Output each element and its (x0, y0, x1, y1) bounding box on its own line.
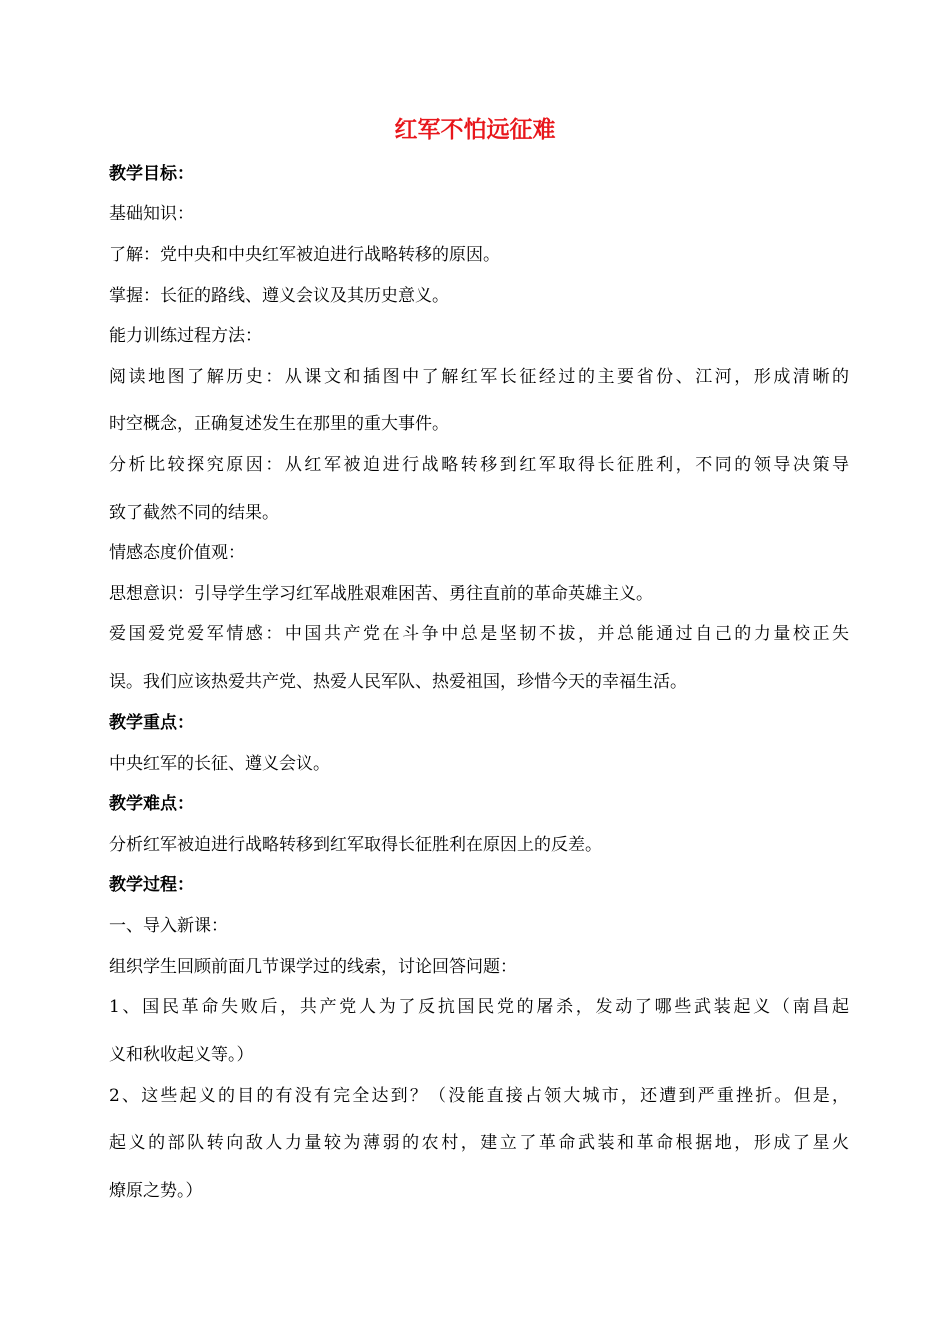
paragraph-line: 时空概念，正确复述发生在那里的重大事件。 (109, 414, 449, 434)
section-heading-objectives: 教学目标： (109, 164, 194, 184)
paragraph-line: 爱国爱党爱军情感：中国共产党在斗争中总是坚韧不拔，并总能通过自己的力量校正失 (109, 624, 849, 644)
paragraph-line: 一、导入新课： (109, 916, 228, 936)
paragraph-line: 情感态度价值观： (109, 543, 245, 563)
paragraph-line: 中央红军的长征、遵义会议。 (109, 754, 330, 774)
paragraph-line: 起义的部队转向敌人力量较为薄弱的农村，建立了革命武装和革命根据地，形成了星火 (109, 1133, 849, 1153)
paragraph-line: 掌握：长征的路线、遵义会议及其历史意义。 (109, 286, 449, 306)
section-heading-process: 教学过程： (109, 875, 194, 895)
paragraph-line: 1、国民革命失败后，共产党人为了反抗国民党的屠杀，发动了哪些武装起义（南昌起 (109, 997, 849, 1017)
paragraph-line: 2、这些起义的目的有没有完全达到？（没能直接占领大城市，还遭到严重挫折。但是， (109, 1086, 849, 1106)
section-heading-difficulties: 教学难点： (109, 794, 194, 814)
paragraph-line: 误。我们应该热爱共产党、热爱人民军队、热爱祖国，珍惜今天的幸福生活。 (109, 672, 687, 692)
paragraph-line: 分析红军被迫进行战略转移到红军取得长征胜利在原因上的反差。 (109, 835, 602, 855)
document-title: 红军不怕远征难 (394, 117, 556, 143)
paragraph-line: 能力训练过程方法： (109, 326, 262, 346)
paragraph-line: 义和秋收起义等。） (109, 1045, 254, 1065)
paragraph-line: 分析比较探究原因：从红军被迫进行战略转移到红军取得长征胜利，不同的领导决策导 (109, 455, 849, 475)
paragraph-line: 组织学生回顾前面几节课学过的线索，讨论回答问题： (109, 957, 517, 977)
paragraph-line: 致了截然不同的结果。 (109, 503, 279, 523)
paragraph-line: 思想意识：引导学生学习红军战胜艰难困苦、勇往直前的革命英雄主义。 (109, 584, 653, 604)
paragraph-line: 了解：党中央和中央红军被迫进行战略转移的原因。 (109, 245, 500, 265)
paragraph-line: 基础知识： (109, 204, 194, 224)
section-heading-key-points: 教学重点： (109, 713, 194, 733)
paragraph-line: 阅读地图了解历史：从课文和插图中了解红军长征经过的主要省份、江河，形成清晰的 (109, 367, 849, 387)
paragraph-line: 燎原之势。） (109, 1181, 203, 1201)
